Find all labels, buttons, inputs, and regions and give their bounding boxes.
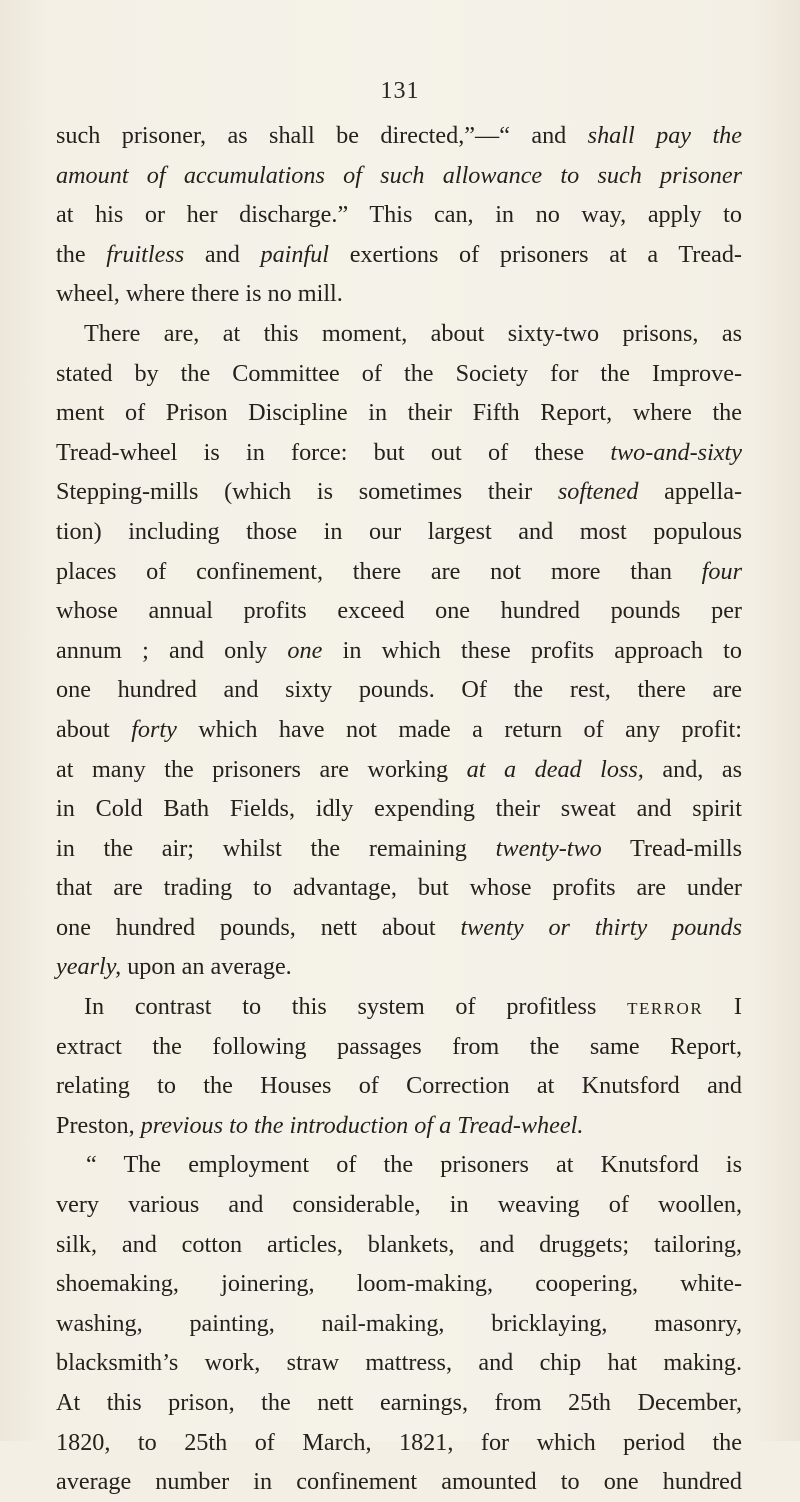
italic-text: twenty-two bbox=[495, 834, 602, 862]
text-run: in which these profits approach to bbox=[322, 636, 742, 664]
text-run: which have not made a return of any profit: bbox=[176, 715, 742, 743]
italic-text: painful bbox=[260, 240, 330, 268]
text-run: wheel, where there is no mill. bbox=[56, 280, 343, 308]
text-run: in the air; whilst the remaining bbox=[56, 834, 496, 862]
text-run: at many the prisoners are working bbox=[56, 755, 467, 783]
text-run: appella- bbox=[638, 478, 743, 506]
text-line bbox=[56, 552, 742, 592]
text-run: stated by the Committee of the Society for the Improve- bbox=[56, 359, 742, 387]
text-line bbox=[56, 1106, 742, 1146]
text-line bbox=[56, 1343, 742, 1383]
text-run: There are, at this moment, about sixty-two prisons, as bbox=[84, 319, 742, 347]
text-run: In contrast to this system of profitless bbox=[84, 993, 628, 1021]
italic-text: two-and-sixty bbox=[610, 438, 742, 466]
text-run: whose annual profits exceed one hundred pounds per bbox=[56, 597, 742, 625]
text-run: in Cold Bath Fields, idly expending their sweat and spirit bbox=[56, 795, 742, 823]
text-line bbox=[56, 393, 742, 433]
text-run: extract the following passages from the same Report, bbox=[56, 1032, 742, 1060]
italic-text: fruitless bbox=[106, 240, 185, 268]
text-line bbox=[56, 1225, 742, 1265]
text-run: one hundred pounds, nett about bbox=[56, 913, 461, 941]
text-run: washing, painting, nail-making, bricklaying, masonry, bbox=[56, 1309, 742, 1337]
italic-text: forty bbox=[131, 715, 177, 743]
text-run: annum ; and only bbox=[56, 636, 288, 664]
text-line bbox=[56, 1383, 742, 1423]
text-run: such prisoner, as shall be directed,”—“ and bbox=[56, 122, 588, 149]
text-line bbox=[56, 314, 742, 354]
italic-text: softened bbox=[557, 478, 639, 506]
text-run: the bbox=[56, 240, 107, 268]
text-line bbox=[56, 512, 742, 552]
text-run: Preston, bbox=[56, 1111, 141, 1139]
text-line bbox=[56, 116, 742, 156]
text-line bbox=[56, 1423, 742, 1463]
text-line bbox=[56, 1185, 742, 1225]
text-line bbox=[56, 195, 742, 235]
italic-text: yearly, bbox=[56, 953, 122, 981]
text-run: and, as bbox=[643, 755, 742, 783]
text-run: 1820, to 25th of March, 1821, for which period the bbox=[56, 1428, 742, 1456]
page-number: 131 bbox=[380, 78, 420, 104]
text-line bbox=[56, 908, 742, 948]
text-line bbox=[56, 1462, 742, 1502]
text-line bbox=[56, 156, 742, 196]
italic-text: previous to the introduction of a Tread-wheel. bbox=[140, 1111, 584, 1139]
italic-text: twenty or thirty pounds bbox=[460, 913, 742, 941]
text-line bbox=[56, 1145, 742, 1185]
text-line bbox=[56, 829, 742, 869]
italic-text: shall pay the bbox=[587, 122, 742, 149]
text-run: and bbox=[184, 240, 261, 268]
text-line bbox=[56, 710, 742, 750]
text-run: silk, and cotton articles, blankets, and druggets; tailoring, bbox=[56, 1230, 742, 1258]
text-run: average number in confinement amounted to one hundred bbox=[56, 1468, 742, 1496]
text-line bbox=[56, 274, 742, 314]
text-run: I bbox=[703, 993, 742, 1021]
text-run: shoemaking, joinering, loom-making, coopering, white- bbox=[56, 1270, 742, 1298]
text-line bbox=[56, 631, 742, 671]
text-run: places of confinement, there are not more than bbox=[56, 557, 702, 585]
text-run: at his or her discharge.” This can, in no way, apply to bbox=[56, 201, 742, 229]
italic-text: one bbox=[287, 636, 323, 664]
text-run: relating to the Houses of Correction at Knutsford and bbox=[56, 1072, 742, 1100]
text-run: one hundred and sixty pounds. Of the rest, there are bbox=[56, 676, 742, 704]
text-run: “ The employment of the prisoners at Knutsford is bbox=[86, 1151, 742, 1179]
text-line bbox=[56, 354, 742, 394]
text-line bbox=[56, 235, 742, 275]
text-run: that are trading to advantage, but whose profits are under bbox=[56, 874, 742, 902]
text-run: tion) including those in our largest and most populous bbox=[56, 517, 742, 545]
text-run: Stepping-mills (which is sometimes their bbox=[56, 478, 558, 506]
text-line bbox=[56, 750, 742, 790]
text-run: blacksmith’s work, straw mattress, and chip hat making. bbox=[56, 1349, 742, 1377]
text-line bbox=[56, 1027, 742, 1067]
text-line bbox=[56, 1264, 742, 1304]
text-line bbox=[56, 1304, 742, 1344]
text-line bbox=[56, 947, 742, 987]
text-line bbox=[56, 1066, 742, 1106]
text-line bbox=[56, 670, 742, 710]
text-run: Tread-mills bbox=[601, 834, 742, 862]
body-text bbox=[56, 116, 742, 1502]
text-run: At this prison, the nett earnings, from 25th December, bbox=[56, 1389, 742, 1416]
italic-text: at a dead loss, bbox=[466, 755, 644, 783]
text-run: Tread-wheel is in force: but out of these bbox=[56, 438, 611, 466]
text-line bbox=[56, 472, 742, 512]
small-caps-text: TERROR bbox=[627, 999, 704, 1019]
text-line bbox=[56, 868, 742, 908]
text-run: upon an average. bbox=[121, 953, 292, 981]
text-line bbox=[56, 789, 742, 829]
text-run: very various and considerable, in weaving of woollen, bbox=[56, 1191, 742, 1219]
text-run: ment of Prison Discipline in their Fifth Report, where the bbox=[56, 399, 742, 427]
italic-text: amount of accumulations of such allowance to such prisoner bbox=[56, 161, 742, 189]
text-line bbox=[56, 591, 742, 631]
text-line bbox=[56, 987, 742, 1027]
text-line bbox=[56, 433, 742, 473]
text-run: about bbox=[56, 715, 132, 743]
text-run: exertions of prisoners at a Tread- bbox=[329, 240, 742, 268]
italic-text: four bbox=[701, 557, 742, 585]
